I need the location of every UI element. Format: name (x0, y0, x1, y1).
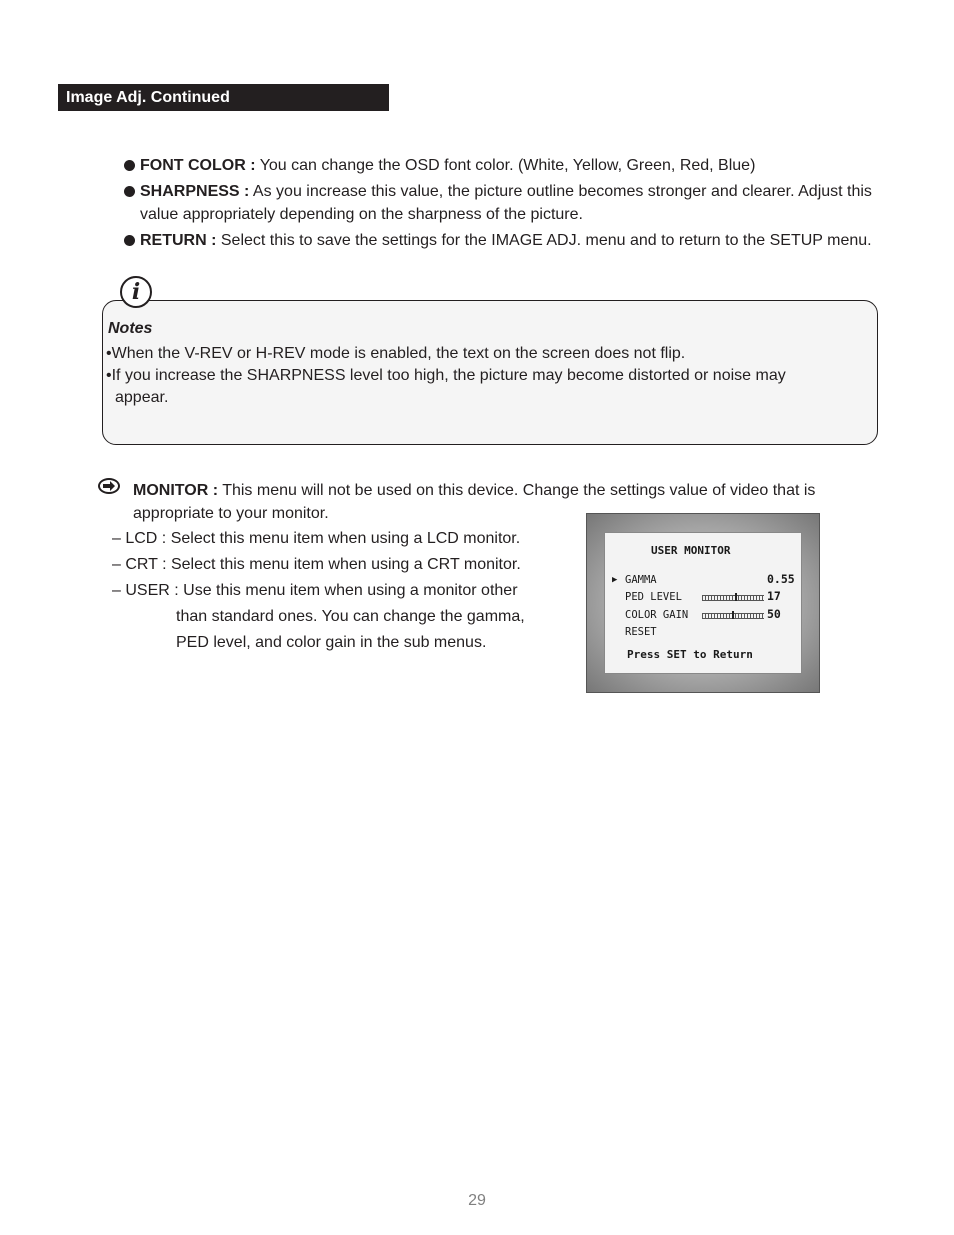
monitor-text: This menu will not be used on this device. Change the settings value of video that is appropriate to your monitor. (133, 482, 816, 522)
option-crt: – CRT : Select this menu item when using a CRT monitor. (112, 556, 521, 573)
osd-bar-ped-level (702, 595, 764, 601)
bullet-text: You can change the OSD font color. (White, Yellow, Green, Red, Blue) (255, 157, 756, 174)
info-icon: i (120, 276, 152, 308)
bullet-label: RETURN : (140, 232, 217, 249)
osd-cursor-icon: ▶ (612, 575, 618, 585)
bullet-dot-icon (124, 186, 135, 197)
bullet-label: FONT COLOR : (140, 157, 256, 174)
option-user-cont: than standard ones. You can change the gamma, (176, 608, 525, 625)
note-line: •If you increase the SHARPNESS level too high, the picture may become distorted or noise may (106, 367, 786, 384)
osd-item-reset: RESET (625, 626, 657, 638)
bullet-dot-icon (124, 160, 135, 171)
arrow-right-circle-icon (98, 478, 120, 494)
osd-value-color-gain: 50 (767, 607, 781, 621)
notes-title: Notes (108, 320, 153, 337)
osd-item-gamma: GAMMA (625, 574, 657, 586)
bullet-text: As you increase this value, the picture outline becomes stronger and clearer. Adjust this value appropriately depending on the sharpness of the picture. (140, 183, 872, 223)
osd-value-gamma: 0.55 (767, 572, 795, 586)
note-line: •When the V-REV or H-REV mode is enabled, the text on the screen does not flip. (106, 345, 686, 362)
osd-bar-mark (735, 593, 737, 601)
option-user: – USER : Use this menu item when using a monitor other (112, 582, 518, 599)
page-number: 29 (468, 1192, 486, 1209)
osd-bar-mark (732, 611, 734, 619)
bullet-text: Select this to save the settings for the IMAGE ADJ. menu and to return to the SETUP menu. (216, 232, 872, 249)
bullet-dot-icon (124, 235, 135, 246)
note-line: appear. (115, 389, 169, 406)
osd-item-color-gain: COLOR GAIN (625, 609, 689, 621)
osd-footer: Press SET to Return (627, 648, 753, 661)
osd-value-ped-level: 17 (767, 589, 781, 603)
osd-item-ped-level: PED LEVEL (625, 591, 682, 603)
osd-title: USER MONITOR (651, 544, 731, 557)
monitor-label: MONITOR : (133, 482, 219, 499)
option-user-cont: PED level, and color gain in the sub menus. (176, 634, 487, 651)
osd-screen (604, 532, 802, 674)
option-lcd: – LCD : Select this menu item when using a LCD monitor. (112, 530, 521, 547)
section-title: Image Adj. Continued (58, 84, 389, 111)
bullet-label: SHARPNESS : (140, 183, 250, 200)
